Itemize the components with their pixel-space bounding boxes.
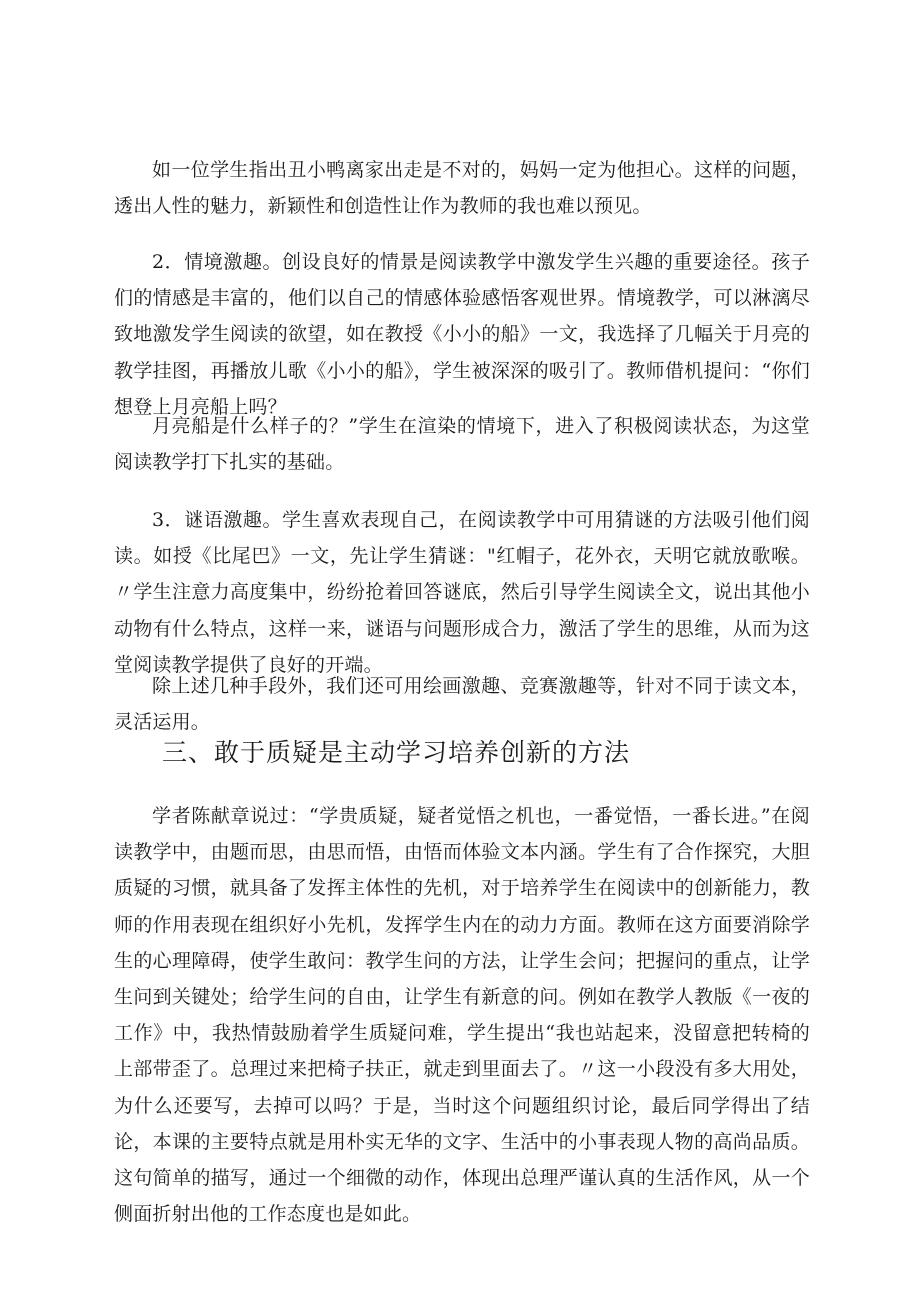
section-heading: 三、敢于质疑是主动学习培养创新的方法 [162,738,631,767]
paragraph-riddle-interest: 3．谜语激趣。学生喜欢表现自己，在阅读教学中可用猜谜的方法吸引他们阅读。如授《比尾巴》一文，先让学生猜谜："红帽子，花外衣，天明它就放歌喉。〃学生注意力高度集中，纷纷抢着回答谜底，然后引导学生阅读全文，说出其他小动物有什么特点，这样一来，谜语与问题形成合力，激活了学生的思维，从而为这堂阅读教学提供了良好的开端。 [114,509,810,676]
paragraph-other-methods: 除上述几种手段外，我们还可用绘画激趣、竞赛激趣等，针对不同于读文本，灵活运用。 [114,675,810,734]
paragraph-ugly-duckling: 如一位学生指出丑小鸭离家出走是不对的，妈妈一定为他担心。这样的问题，透出人性的魅力，新颖性和创造性让作为教师的我也难以预见。 [114,159,810,218]
paragraph-questioning: 学者陈献章说过：“学贵质疑，疑者觉悟之机也，一番觉悟，一番长进。”在阅读教学中，由题而思，由思而悟，由悟而体验文本内涵。学生有了合作探究，大胆质疑的习惯，就具备了发挥主体性的先机，对于培养学生在阅读中的创新能力，教师的作用表现在组织好小先机，发挥学生内在的动力方面。教师在这方面要消除学生的心理障碍，使学生敢问：教学生问的方法，让学生会问；把握问的重点，让学生问到关键处；给学生问的自由，让学生有新意的问。例如在教学人教版《一夜的工作》中，我热情鼓励着学生质疑问难，学生提出“我也站起来，没留意把转椅的上部带歪了。总理过来把椅子扶正，就走到里面去了。〃这一小段没有多大用处，为什么还要写，去掉可以吗？于是，当时这个问题组织讨论，最后同学得出了结论，本课的主要特点就是用朴实无华的文字、生活中的小事表现人物的高尚品质。这句简单的描写，通过一个细微的动作，体现出总理严谨认真的生活作风，从一个侧面折射出他的工作态度也是如此。 [114,805,810,1226]
paragraph-moon-boat: 月亮船是什么样子的？”学生在渲染的情境下，进入了积极阅读状态，为这堂阅读教学打下扎实的基础。 [114,415,810,474]
paragraph-situational-interest: 2．情境激趣。创设良好的情景是阅读教学中激发学生兴趣的重要途径。孩子们的情感是丰富的，他们以自己的情感体验感悟客观世界。情境教学，可以淋漓尽致地激发学生阅读的欲望，如在教授《小小的船》一文，我选择了几幅关于月亮的教学挂图，再播放儿歌《小小的船》，学生被深深的吸引了。教师借机提问：“你们想登上月亮船上吗？ [114,251,810,418]
